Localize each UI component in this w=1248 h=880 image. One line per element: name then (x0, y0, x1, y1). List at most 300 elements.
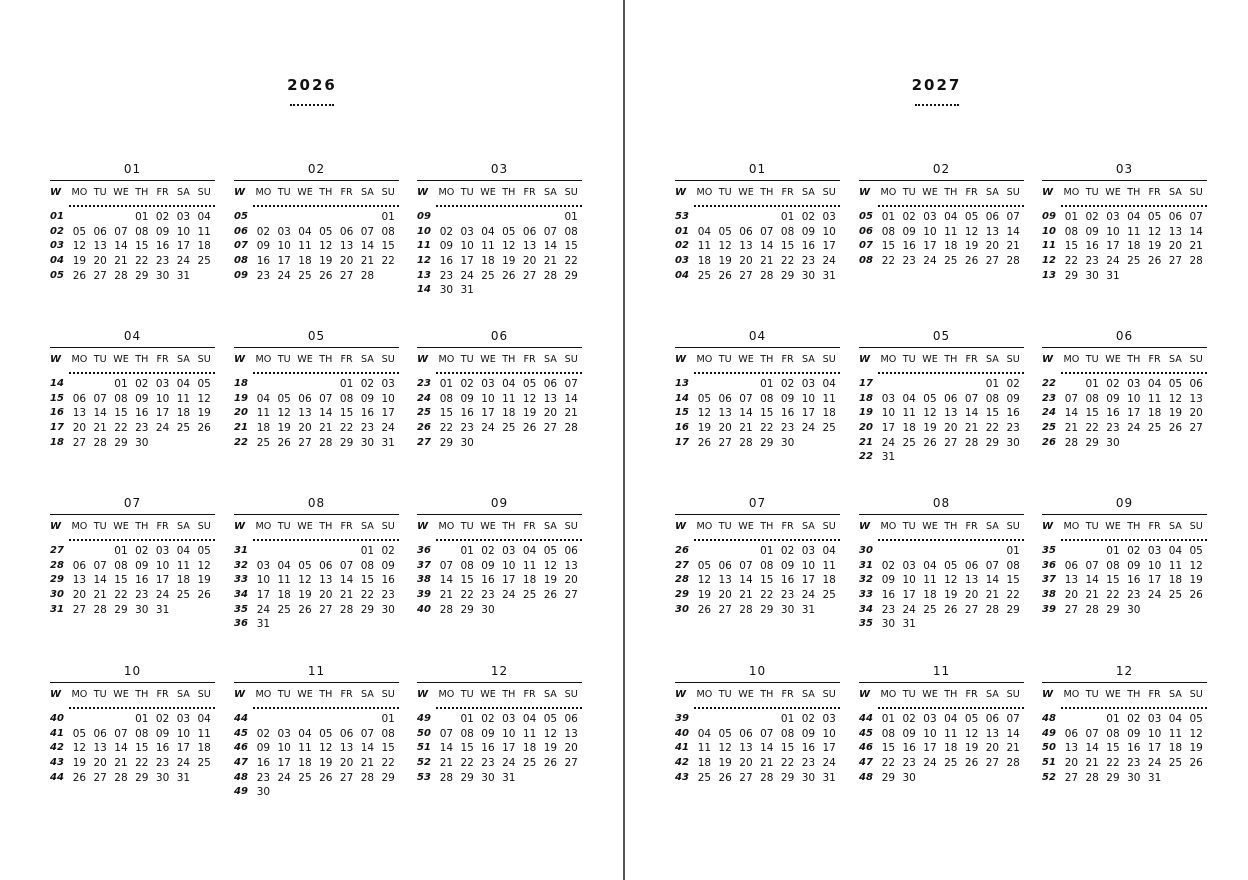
day-cell: 29 (564, 269, 578, 282)
week-row (675, 225, 840, 240)
day-cell: 23 (155, 757, 170, 770)
day-cell: 29 (780, 269, 795, 282)
day-cell (819, 436, 840, 451)
week-number: 33 (859, 589, 873, 601)
day-cell: 28 (985, 603, 1000, 616)
week-number: 09 (417, 211, 431, 222)
weekday-label: MO (71, 689, 88, 700)
weekday-label: WE (113, 187, 129, 198)
day-cell: 01 (381, 713, 395, 725)
day-cell: 17 (822, 240, 836, 253)
weekday-label: SU (381, 187, 395, 198)
day-cell: 19 (923, 422, 937, 435)
day-cell: 02 (801, 211, 816, 223)
day-cell: 17 (1106, 240, 1120, 253)
weekday-label: TH (1127, 521, 1141, 532)
weekday-label: WE (1105, 521, 1121, 532)
day-cell: 04 (522, 545, 537, 557)
day-cell: 09 (780, 559, 795, 572)
day-cell: 04 (481, 225, 495, 238)
day-cell: 18 (197, 240, 211, 253)
day-cell: 03 (277, 225, 291, 238)
weekday-label: TU (1085, 521, 1099, 532)
day-cell: 07 (760, 727, 774, 740)
day-cell: 30 (360, 436, 375, 449)
day-cell: 02 (1127, 545, 1141, 557)
day-cell: 27 (93, 771, 107, 784)
day-cell (561, 436, 582, 451)
day-cell: 20 (1189, 407, 1203, 420)
day-cell: 18 (197, 742, 211, 755)
month-block (417, 494, 582, 617)
weekday-label: TH (502, 354, 516, 365)
week-row (234, 210, 399, 225)
week-number: 13 (675, 378, 689, 389)
day-cell: 06 (1189, 378, 1203, 390)
day-cell: 10 (256, 574, 271, 587)
week-row (50, 588, 215, 603)
day-cell: 18 (1168, 574, 1183, 587)
day-cell: 20 (718, 422, 732, 435)
weekday-label: WE (113, 689, 129, 700)
day-cell: 02 (460, 378, 474, 390)
weekday-label: MO (696, 689, 713, 700)
month-block (234, 327, 399, 450)
day-cell: 23 (135, 422, 149, 435)
header-dotted-rule (878, 707, 1024, 709)
week-row (675, 712, 840, 727)
day-cell: 16 (481, 742, 495, 755)
week-number: 09 (234, 269, 248, 281)
day-cell: 22 (881, 757, 896, 770)
week-row (417, 254, 582, 269)
day-cell: 18 (298, 757, 312, 770)
day-cell: 18 (176, 407, 191, 420)
week-number: 06 (859, 225, 873, 237)
day-cell: 01 (439, 378, 454, 390)
week-number-header: W (50, 354, 62, 365)
day-cell: 27 (72, 436, 87, 449)
day-cell: 01 (114, 545, 128, 557)
day-cell: 22 (985, 422, 1000, 435)
header-dotted-rule (694, 372, 840, 374)
day-cell: 29 (985, 436, 1000, 449)
day-cell: 02 (155, 211, 170, 223)
day-cell: 27 (718, 436, 732, 449)
day-cell: 16 (460, 407, 474, 420)
day-cell: 24 (923, 255, 937, 268)
day-cell: 07 (739, 392, 753, 405)
day-cell: 15 (360, 574, 375, 587)
day-cell: 17 (1147, 742, 1162, 755)
day-cell: 31 (1147, 771, 1162, 784)
weekday-label: FR (1148, 187, 1161, 198)
week-number: 27 (50, 545, 64, 556)
week-number: 44 (234, 713, 248, 724)
weekday-label: SA (360, 187, 374, 198)
week-number-header: W (234, 354, 246, 365)
weekday-label: TU (277, 354, 291, 365)
day-cell: 13 (339, 240, 354, 253)
weekday-label: TU (93, 521, 107, 532)
day-cell: 30 (481, 603, 495, 616)
week-number: 10 (417, 225, 431, 237)
day-cell: 23 (902, 757, 916, 770)
day-cell (69, 544, 90, 559)
day-cell: 16 (780, 574, 795, 587)
week-number: 20 (859, 422, 873, 434)
day-cell: 03 (176, 211, 191, 223)
day-cell: 09 (780, 392, 795, 405)
weekday-label: MO (696, 521, 713, 532)
week-row (417, 573, 582, 588)
day-cell: 15 (339, 407, 354, 420)
day-cell: 15 (1085, 407, 1099, 420)
day-cell (478, 210, 499, 225)
week-number: 05 (234, 211, 248, 222)
day-cell (336, 210, 357, 225)
day-cell: 28 (760, 771, 774, 784)
day-cell: 02 (256, 225, 271, 238)
weekday-label: MO (255, 354, 272, 365)
day-cell: 19 (964, 240, 979, 253)
week-row (859, 239, 1024, 254)
weekday-label: MO (438, 689, 455, 700)
day-cell: 11 (197, 727, 211, 740)
month-block (50, 662, 215, 785)
week-row (1042, 392, 1207, 407)
weekday-label: MO (71, 354, 88, 365)
day-cell: 01 (881, 211, 896, 223)
week-number: 46 (234, 742, 248, 754)
day-cell (315, 712, 336, 727)
day-cell: 01 (135, 211, 149, 223)
day-cell: 23 (381, 589, 395, 602)
weekday-label: SA (1168, 521, 1182, 532)
week-number: 02 (675, 240, 689, 252)
weekday-label: WE (738, 354, 754, 365)
day-cell: 23 (902, 255, 916, 268)
day-cell: 13 (985, 225, 1000, 238)
day-cell: 08 (881, 727, 896, 740)
month-block (675, 494, 840, 617)
day-cell: 18 (277, 589, 291, 602)
day-cell: 30 (1127, 771, 1141, 784)
day-cell: 30 (381, 603, 395, 616)
day-cell: 15 (760, 407, 774, 420)
day-cell (274, 210, 295, 225)
day-cell: 19 (277, 422, 291, 435)
day-cell: 21 (1085, 589, 1099, 602)
day-cell (315, 617, 336, 632)
day-cell (498, 603, 519, 618)
day-cell: 26 (718, 771, 732, 784)
day-cell: 17 (801, 574, 816, 587)
weekday-label: FR (781, 354, 794, 365)
weekday-label: TU (902, 521, 916, 532)
day-cell: 25 (197, 255, 211, 268)
day-cell: 03 (502, 713, 516, 725)
day-cell: 22 (360, 589, 375, 602)
day-cell (736, 712, 757, 727)
weekday-label: MO (880, 521, 897, 532)
month-title: 03 (1115, 162, 1134, 176)
day-grid (675, 377, 840, 450)
day-cell: 16 (1006, 407, 1020, 420)
day-cell: 13 (1168, 225, 1183, 238)
week-row (50, 771, 215, 786)
day-cell: 25 (197, 757, 211, 770)
week-number: 41 (675, 742, 689, 754)
weekday-label: TU (460, 187, 474, 198)
week-row (675, 756, 840, 771)
week-number-header: W (50, 187, 62, 198)
day-cell: 19 (72, 255, 87, 268)
weekday-label: TU (902, 689, 916, 700)
day-cell: 28 (339, 603, 354, 616)
week-number: 08 (234, 255, 248, 267)
day-cell (961, 544, 982, 559)
weekday-label: SU (1189, 689, 1203, 700)
week-row (1042, 544, 1207, 559)
day-cell: 30 (1106, 436, 1120, 449)
week-row (417, 210, 582, 225)
weekday-label: TU (93, 354, 107, 365)
day-cell: 13 (739, 240, 753, 253)
weekday-label: FR (1148, 354, 1161, 365)
day-cell: 20 (964, 589, 979, 602)
weekday-label: SU (564, 521, 578, 532)
day-cell: 11 (522, 559, 537, 572)
day-cell: 29 (460, 603, 474, 616)
week-row (1042, 603, 1207, 618)
weekday-label: WE (922, 354, 938, 365)
day-cell: 26 (197, 422, 211, 435)
weekday-label: SU (1006, 689, 1020, 700)
week-row (50, 377, 215, 392)
day-cell (920, 544, 941, 559)
year-underline (290, 104, 334, 106)
day-cell: 01 (360, 545, 375, 557)
week-number: 16 (50, 407, 64, 419)
day-cell: 20 (93, 757, 107, 770)
week-number: 04 (50, 255, 64, 267)
day-cell: 07 (964, 392, 979, 405)
day-cell: 14 (985, 574, 1000, 587)
week-row (417, 406, 582, 421)
weekday-label: WE (480, 187, 496, 198)
day-cell (194, 269, 215, 284)
day-cell: 23 (801, 255, 816, 268)
day-cell (274, 377, 295, 392)
week-number: 15 (675, 407, 689, 419)
day-cell: 26 (72, 771, 87, 784)
day-cell: 07 (1085, 559, 1099, 572)
day-cell: 09 (902, 225, 916, 238)
day-cell: 13 (718, 574, 732, 587)
weekday-label: TH (319, 521, 333, 532)
day-cell (1144, 436, 1165, 451)
day-cell: 27 (339, 269, 354, 282)
day-cell (1186, 771, 1207, 786)
week-number-header: W (675, 187, 687, 198)
day-cell: 12 (718, 742, 732, 755)
day-cell: 11 (1147, 392, 1162, 405)
day-cell: 24 (381, 422, 395, 435)
day-cell: 13 (1064, 574, 1079, 587)
day-cell: 15 (1106, 742, 1120, 755)
day-cell: 04 (1168, 545, 1183, 557)
week-row (859, 210, 1024, 225)
day-cell: 30 (801, 269, 816, 282)
day-cell: 07 (1006, 211, 1020, 223)
weekday-label: MO (880, 187, 897, 198)
day-cell: 07 (1064, 392, 1079, 405)
weekday-header (50, 514, 215, 541)
day-cell: 21 (93, 589, 107, 602)
weekday-label: SU (381, 689, 395, 700)
day-grid (234, 377, 399, 450)
day-cell: 03 (801, 545, 816, 557)
day-cell: 30 (902, 771, 916, 784)
day-cell: 12 (923, 407, 937, 420)
day-cell: 19 (718, 255, 732, 268)
week-number: 27 (417, 436, 431, 448)
day-cell (69, 377, 90, 392)
weekday-label: MO (1063, 354, 1080, 365)
day-cell: 08 (381, 727, 395, 740)
day-cell: 06 (339, 727, 354, 740)
day-cell: 11 (822, 392, 836, 405)
day-cell (540, 603, 561, 618)
day-cell: 24 (155, 422, 170, 435)
day-cell: 21 (439, 589, 454, 602)
weekday-label: MO (255, 187, 272, 198)
weekday-label: FR (156, 354, 169, 365)
day-cell: 07 (1006, 713, 1020, 725)
day-cell: 17 (902, 589, 916, 602)
day-cell: 26 (319, 269, 333, 282)
week-row (859, 559, 1024, 574)
week-row (234, 617, 399, 632)
day-cell: 30 (1006, 436, 1020, 449)
day-cell: 05 (543, 713, 558, 725)
day-cell: 04 (944, 713, 958, 725)
day-cell: 08 (1106, 727, 1120, 740)
day-cell: 17 (381, 407, 395, 420)
day-cell: 01 (339, 378, 354, 390)
weekday-label: WE (113, 521, 129, 532)
week-row (1042, 559, 1207, 574)
day-cell: 20 (72, 422, 87, 435)
week-row (417, 421, 582, 436)
day-cell: 03 (481, 378, 495, 390)
day-cell: 29 (114, 436, 128, 449)
month-block (417, 160, 582, 298)
week-row (50, 712, 215, 727)
weekday-label: TU (718, 521, 732, 532)
day-cell: 08 (985, 392, 1000, 405)
header-dotted-rule (1061, 372, 1207, 374)
week-row (417, 436, 582, 451)
week-row (1042, 727, 1207, 742)
weekday-label: SA (801, 521, 815, 532)
day-cell: 25 (502, 422, 516, 435)
day-cell: 20 (298, 422, 312, 435)
day-cell: 12 (72, 742, 87, 755)
day-cell: 18 (1147, 407, 1162, 420)
day-cell: 21 (760, 757, 774, 770)
day-cell: 26 (1147, 255, 1162, 268)
weekday-label: FR (965, 187, 978, 198)
day-cell (736, 377, 757, 392)
day-cell: 26 (697, 436, 712, 449)
week-row (1042, 712, 1207, 727)
day-cell: 05 (543, 545, 558, 557)
day-cell: 07 (985, 559, 1000, 572)
week-row (675, 254, 840, 269)
day-cell: 05 (522, 378, 537, 390)
day-cell: 10 (822, 727, 836, 740)
day-cell (498, 436, 519, 451)
day-cell: 22 (780, 757, 795, 770)
day-cell: 29 (1106, 603, 1120, 616)
day-cell: 15 (760, 574, 774, 587)
day-cell: 23 (481, 589, 495, 602)
day-cell: 06 (944, 392, 958, 405)
week-row (417, 283, 582, 298)
day-cell: 10 (502, 727, 516, 740)
day-cell: 25 (923, 603, 937, 616)
weekday-label: TU (277, 689, 291, 700)
weekday-label: TH (319, 187, 333, 198)
day-cell: 17 (277, 255, 291, 268)
weekday-label: SU (822, 689, 836, 700)
month-title: 02 (307, 162, 326, 176)
day-cell (315, 210, 336, 225)
day-cell: 09 (801, 225, 816, 238)
day-cell (274, 544, 295, 559)
week-number: 35 (859, 618, 873, 630)
week-row (859, 254, 1024, 269)
weekday-label: SA (360, 354, 374, 365)
weekday-label: SA (801, 354, 815, 365)
day-cell: 24 (176, 255, 191, 268)
day-cell: 29 (881, 771, 896, 784)
day-cell: 10 (381, 392, 395, 405)
week-number-header: W (1042, 521, 1054, 532)
week-row (675, 377, 840, 392)
day-cell: 27 (298, 436, 312, 449)
day-cell: 18 (502, 407, 516, 420)
weekday-label: WE (113, 354, 129, 365)
weekday-label: MO (438, 354, 455, 365)
day-cell: 21 (543, 255, 558, 268)
day-cell: 02 (135, 545, 149, 557)
weekday-label: TU (902, 187, 916, 198)
weekday-label: TU (277, 187, 291, 198)
month-title: 07 (123, 496, 142, 510)
day-cell: 21 (1064, 422, 1079, 435)
day-cell: 15 (564, 240, 578, 253)
week-number: 15 (50, 392, 64, 404)
day-cell: 05 (697, 392, 712, 405)
month-title: 11 (307, 664, 326, 678)
day-cell: 09 (381, 559, 395, 572)
weekday-header (1042, 180, 1207, 207)
weekday-label: FR (781, 689, 794, 700)
month-block (234, 662, 399, 800)
